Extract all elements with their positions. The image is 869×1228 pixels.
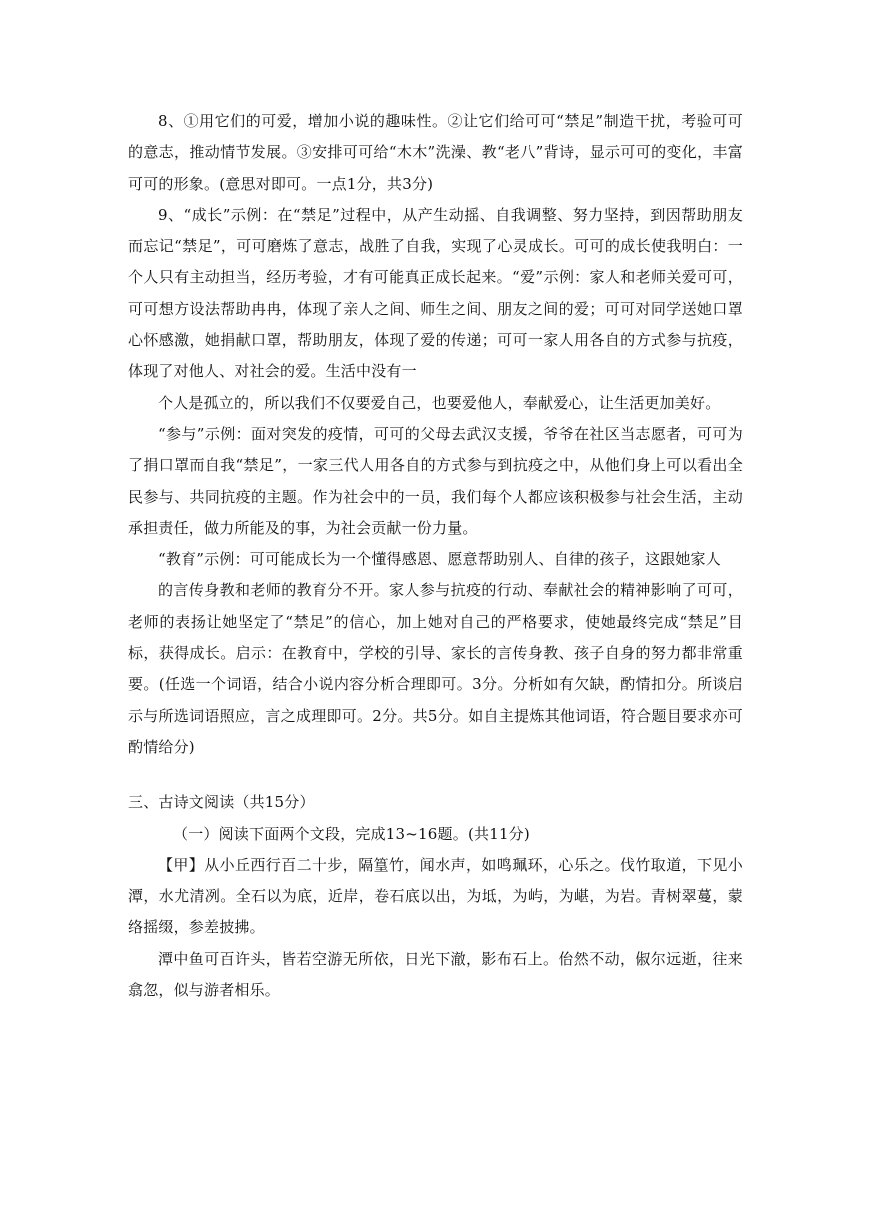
- answer-8: 8、①用它们的可爱，增加小说的趣味性。②让它们给可可“禁足”制造干扰，考验可可的意志，推动情节发展。③安排可可给“木木”洗澡、教“老八”背诗，显示可可的变化，丰富可可的形象。(意思对即可。一点1分，共3分): [128, 112, 743, 193]
- subsection-title: （一）阅读下面两个文段，完成13~16题。(共11分): [173, 824, 530, 843]
- answer-9-paragraph: “教育”示例：可可能成长为一个懂得感恩、愿意帮助别人、自律的孩子，这跟她家人: [158, 550, 721, 569]
- classical-text-paragraph: 潭中鱼可百许头，皆若空游无所依，日光下澈，影布石上。佁然不动，俶尔远逝，往来翕忽，似与游者相乐。: [128, 949, 743, 1000]
- answer-9-paragraph: 9、“成长”示例：在“禁足”过程中，从产生动摇、自我调整、努力坚持，到因帮助朋友而忘记“禁足”，可可磨炼了意志，战胜了自我，实现了心灵成长。可可的成长使我明白：一个人只有主动担当，经历考验，才有可能真正成长起来。“爱”示例：家人和老师关爱可可，可可想方设法帮助冉冉，体现了亲人之间、师生之间、朋友之间的爱；可可对同学送她口罩心怀感激，她捐献口罩，帮助朋友，体现了爱的传递；可可一家人用各自的方式参与抗疫，体现了对他人、对社会的爱。生活中没有一: [128, 205, 743, 381]
- section-title: 三、古诗文阅读（共15分）: [128, 793, 315, 812]
- answer-9-paragraph: 个人是孤立的，所以我们不仅要爱自己，也要爱他人，奉献爱心，让生活更加美好。: [158, 393, 721, 412]
- answer-9-paragraph: “参与”示例：面对突发的疫情，可可的父母去武汉支援，爷爷在社区当志愿者，可可为了捐口罩而自我“禁足”，一家三代人用各自的方式参与到抗疫之中，从他们身上可以看出全民参与、共同抗疫的主题。作为社会中的一员，我们每个人都应该积极参与社会生活，主动承担责任，做力所能及的事，为社会贡献一份力量。: [128, 424, 743, 537]
- document-content: [128, 106, 743, 1006]
- classical-text-jia: 【甲】从小丘西行百二十步，隔篁竹，闻水声，如鸣珮环，心乐之。伐竹取道，下见小潭，水尤清冽。全石以为底，近岸，卷石底以出，为坻，为屿，为嵁，为岩。青树翠蔓，蒙络摇缀，参差披拂。: [128, 855, 743, 937]
- answer-9-paragraph: 的言传身教和老师的教育分不开。家人参与抗疫的行动、奉献社会的精神影响了可可，老师的表扬让她坚定了“禁足”的信心，加上她对自己的严格要求，使她最终完成“禁足”目标，获得成长。启示：在教育中，学校的引导、家长的言传身教、孩子自身的努力都非常重要。(任选一个词语，结合小说内容分析合理即可。3分。分析如有欠缺，酌情扣分。所谈启示与所选词语照应，言之成理即可。2分。共5分。如自主提炼其他词语，符合题目要求亦可酌情给分): [128, 581, 743, 756]
- section-spacer: [128, 763, 743, 787]
